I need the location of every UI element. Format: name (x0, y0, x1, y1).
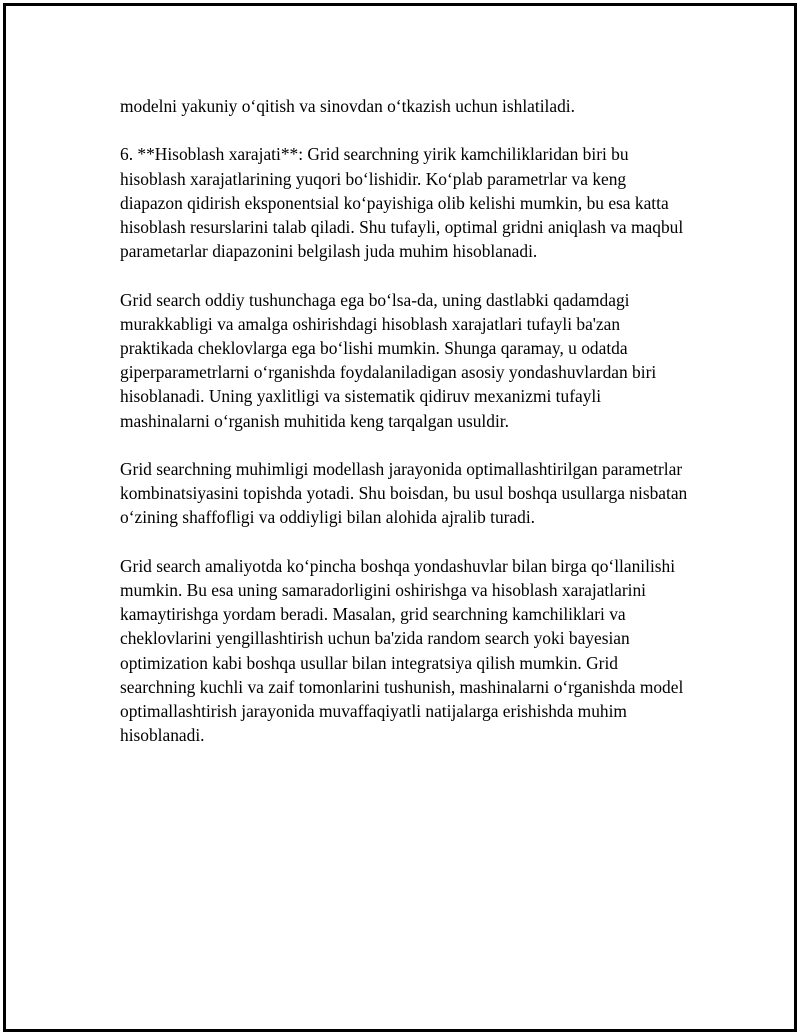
paragraph-4: Grid searchning muhimligi modellash jarayonida optimallashtirilgan parametrlar kombinatsiyasini topishda yotadi. Shu boisdan, bu usul boshqa usullarga nisbatan o‘zining shaffofligi va oddiyligi bilan alohida ajralib turadi. (120, 459, 688, 528)
paragraph-2: 6. **Hisoblash xarajati**: Grid searchning yirik kamchiliklaridan biri bu hisoblash xarajatlarining yuqori bo‘lishidir. Ko‘plab parametrlar va keng diapazon qidirish eksponentsial ko‘payishiga olib kelishi mumkin, bu esa katta hisoblash resurslarini talab qiladi. Shu tufayli, optimal gridni aniqlash va maqbul parametarlar diapazonini belgilash juda muhim hisoblanadi. (120, 144, 684, 262)
document-body (120, 94, 692, 772)
paragraph-1: modelni yakuniy o‘qitish va sinovdan o‘tkazish uchun ishlatiladi. (120, 96, 575, 116)
paragraph-3: Grid search oddiy tushunchaga ega bo‘lsa-da, uning dastlabki qadamdagi murakkabligi va amalga oshirishdagi hisoblash xarajatlari tufayli ba'zan praktikada cheklovlarga ega bo‘lishi mumkin. Shunga qaramay, u odatda giperparametrlarni o‘rganishda foydalaniladigan asosiy yondashuvlardan biri hisoblanadi. Uning yaxlitligi va sistematik qidiruv mexanizmi tufayli mashinalarni o‘rganish muhitida keng tarqalgan usuldir. (120, 289, 657, 431)
document-page (3, 3, 797, 1032)
paragraph-5: Grid search amaliyotda ko‘pincha boshqa yondashuvlar bilan birga qo‘llanilishi mumkin. Bu esa uning samaradorligini oshirishga va hisoblash xarajatlarini kamaytirishga yordam beradi. Masalan, grid searchning kamchiliklari va cheklovlarini yengillashtirish uchun ba'zida random search yoki bayesian optimization kabi boshqa usullar bilan integratsiya qilish mumkin. Grid searchning kuchli va zaif tomonlarini tushunish, mashinalarni o‘rganishda model optimallashtirish jarayonida muvaffaqiyatli natijalarga erishishda muhim hisoblanadi. (120, 555, 684, 746)
